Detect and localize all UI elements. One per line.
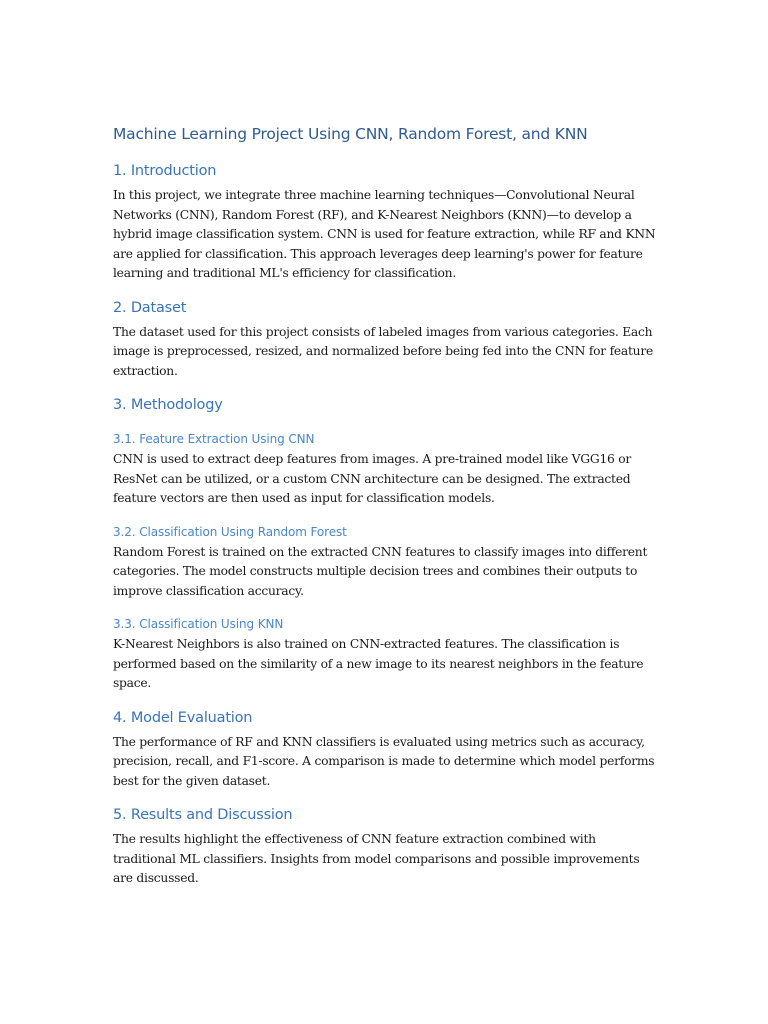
subsection-heading-feature-extraction: 3.1. Feature Extraction Using CNN [113,432,315,446]
section-heading-methodology: 3. Methodology [113,397,223,413]
subsection-text-feature-extraction: CNN is used to extract deep features from images. A pre-trained model like VGG16 or ResNet can be utilized, or a custom CNN architecture can be designed. The extracted feature vectors are then used as input for classification models. [113,452,632,505]
section-text-introduction: In this project, we integrate three machine learning techniques—Convolutional Neural Networks (CNN), Random Forest (RF), and K-Nearest Neighbors (KNN)—to develop a hybrid image classification system. CNN is used for feature extraction, while RF and KNN are applied for classification. This approach leverages deep learning's power for feature learning and traditional ML's efficiency for classification. [113,188,656,280]
section-heading-model-evaluation: 4. Model Evaluation [113,709,253,726]
document-title: Machine Learning Project Using CNN, Random Forest, and KNN [113,125,588,143]
subsection-text-knn: K-Nearest Neighbors is also trained on CNN-extracted features. The classification is performed based on the similarity of a new image to its nearest neighbors in the feature space. [113,637,644,690]
section-text-results: The results highlight the effectiveness of CNN feature extraction combined with traditional ML classifiers. Insights from model comparisons and possible improvements are discussed. [113,832,640,885]
subsection-heading-knn: 3.3. Classification Using KNN [113,617,284,631]
section-text-dataset: The dataset used for this project consists of labeled images from various categories. Each image is preprocessed, resized, and normalized before being fed into the CNN for feature extraction. [113,324,654,378]
subsection-text-random-forest: Random Forest is trained on the extracted CNN features to classify images into different categories. The model constructs multiple decision trees and combines their outputs to improve classification accuracy. [113,544,648,598]
section-heading-results: 5. Results and Discussion [113,807,293,823]
document-content [113,122,658,889]
section-heading-introduction: 1. Introduction [113,163,217,179]
subsection-heading-random-forest: 3.2. Classification Using Random Forest [113,524,347,539]
section-heading-dataset: 2. Dataset [113,299,187,316]
section-text-model-evaluation: The performance of RF and KNN classifiers is evaluated using metrics such as accuracy, precision, recall, and F1-score. A comparison is made to determine which model performs best for the given dataset. [113,734,655,788]
